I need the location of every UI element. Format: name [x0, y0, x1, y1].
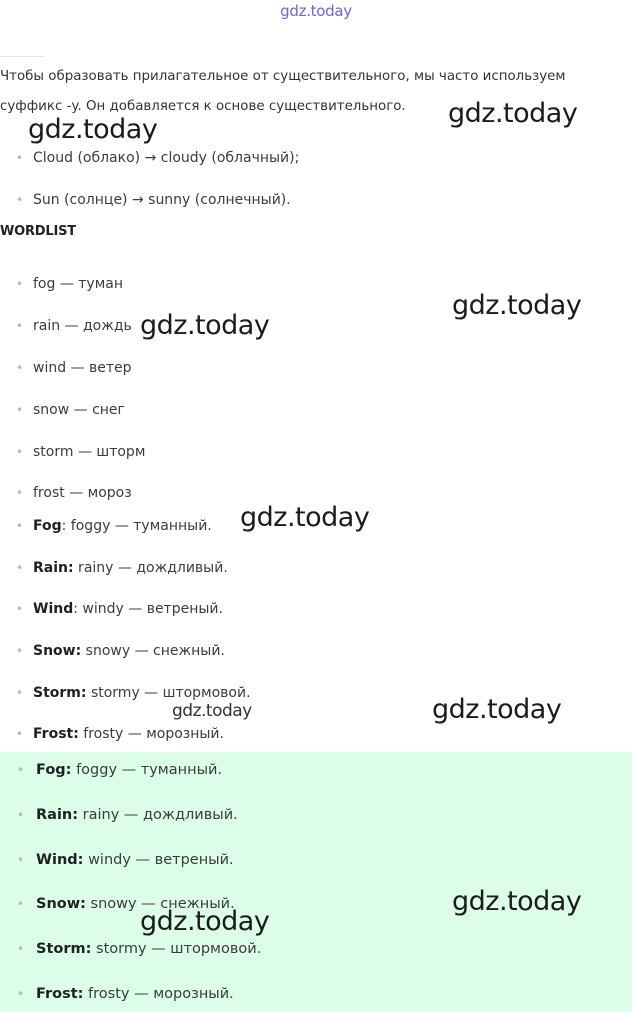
watermark: gdz.today [432, 694, 562, 725]
watermark: gdz.today [172, 701, 252, 721]
term: Snow [33, 643, 76, 659]
definition: frosty — морозный. [78, 726, 224, 742]
wordlist-heading: WORDLIST [0, 224, 76, 239]
term-separator: : [68, 560, 74, 576]
bullet-icon: • [17, 763, 25, 777]
bullet-icon: • [16, 361, 24, 375]
definition: rainy — дождливый. [78, 807, 238, 823]
definition: stormy — штормовой. [91, 941, 262, 957]
definition: snowy — снежный. [85, 896, 235, 912]
list-item-text [33, 514, 212, 538]
intro-paragraph: Чтобы образовать прилагательное от существительного, мы часто используем суффикс -y. Он добавляется к основе существительного. [0, 69, 566, 114]
list-item-text: fog — туман [33, 276, 124, 292]
watermark: gdz.today [140, 906, 270, 937]
list-item-text [36, 892, 235, 916]
watermark: gdz.today [452, 886, 582, 917]
bullet-icon: • [16, 319, 24, 333]
term: Storm [33, 685, 81, 701]
term: Fog: [36, 762, 72, 778]
term: Rain: [36, 807, 79, 823]
bullet-icon: • [16, 151, 24, 165]
list-item-text: Sun (солнце) → sunny (солнечный). [33, 192, 291, 208]
list-item-text [33, 639, 225, 663]
term: Frost [33, 726, 74, 742]
list-item-text: rain — дождь [33, 318, 132, 334]
list-item-text [36, 848, 234, 872]
list-item-text [36, 758, 222, 782]
definition: rainy — дождливый. [73, 560, 228, 576]
list-item-text [33, 597, 223, 621]
bullet-icon: • [17, 897, 25, 911]
bullet-icon: • [16, 193, 24, 207]
bullet-icon: • [17, 808, 25, 822]
term: Snow: [36, 896, 86, 912]
list-item-text [36, 982, 234, 1006]
list-item-text: wind — ветер [33, 360, 132, 376]
term: Frost: [36, 986, 84, 1002]
term-separator: : [61, 518, 67, 534]
watermark: gdz.today [452, 290, 582, 321]
term-separator: : [73, 601, 78, 617]
term-separator: : [80, 685, 87, 701]
bullet-icon: • [16, 277, 24, 291]
list-item-text [36, 937, 261, 961]
term: Storm: [36, 941, 92, 957]
list-item-text [36, 803, 238, 827]
bullet-icon: • [17, 853, 25, 867]
bullet-icon: • [16, 519, 24, 533]
term: Fog [33, 518, 62, 534]
term: Wind [33, 601, 74, 617]
list-item-text: frost — мороз [33, 485, 132, 501]
term-separator: : [73, 726, 79, 742]
term: Rain [33, 560, 68, 576]
definition: stormy — штормовой. [86, 685, 251, 701]
definition: windy — ветреный. [83, 852, 234, 868]
bullet-icon: • [16, 561, 24, 575]
divider [0, 56, 44, 57]
list-item-text [33, 556, 228, 580]
bullet-icon: • [16, 602, 24, 616]
watermark: gdz.today [448, 98, 578, 129]
list-item-text [33, 681, 251, 705]
term-separator: : [75, 643, 82, 659]
watermark: gdz.today [140, 310, 270, 341]
bullet-icon: • [17, 942, 25, 956]
list-item-text [33, 722, 224, 746]
list-item-text: storm — шторм [33, 444, 146, 460]
bullet-icon: • [16, 403, 24, 417]
bullet-icon: • [16, 445, 24, 459]
definition: windy — ветреный. [77, 601, 223, 617]
list-item-text: Cloud (облако) → cloudy (облачный); [33, 150, 300, 166]
bullet-icon: • [16, 644, 24, 658]
bullet-icon: • [16, 486, 24, 500]
bullet-icon: • [16, 727, 24, 741]
watermark: gdz.today [28, 114, 158, 145]
list-item-text: snow — снег [33, 402, 125, 418]
definition: foggy — туманный. [71, 762, 223, 778]
bullet-icon: • [16, 686, 24, 700]
answer-panel [0, 752, 632, 1012]
bullet-icon: • [17, 987, 25, 1001]
definition: frosty — морозный. [83, 986, 234, 1002]
definition: snowy — снежный. [81, 643, 225, 659]
watermark: gdz.today [240, 502, 370, 533]
term: Wind: [36, 852, 84, 868]
definition: foggy — туманный. [66, 518, 212, 534]
site-logo[interactable]: gdz.today [280, 2, 352, 20]
